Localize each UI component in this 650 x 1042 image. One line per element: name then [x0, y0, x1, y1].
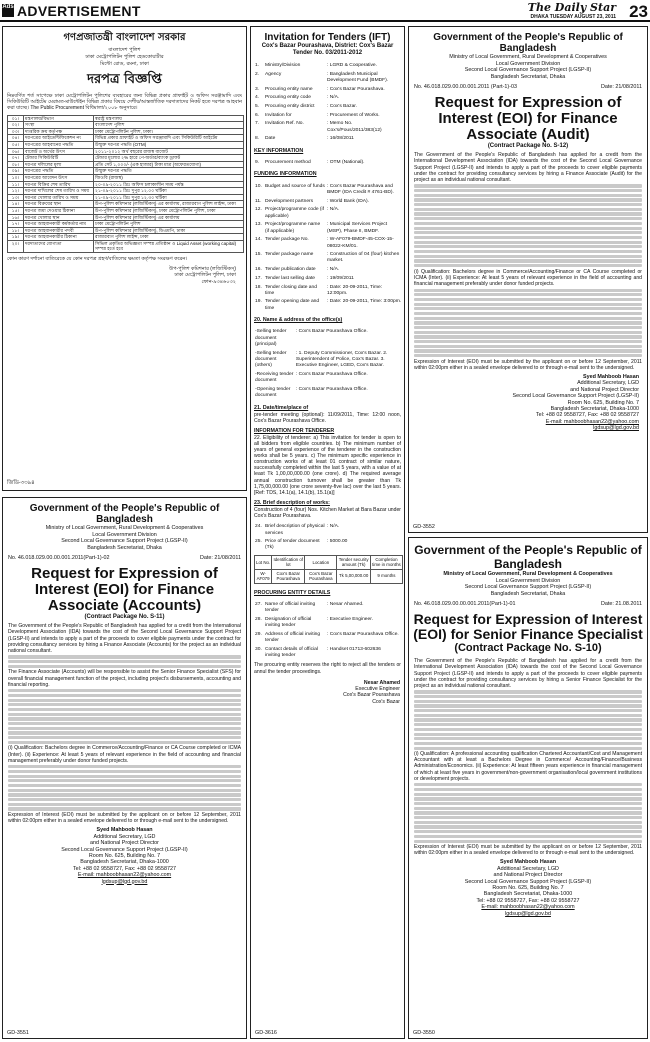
memo-number: No. 46.018.029.00.00.001.2011 (Part-1)-03 [414, 84, 517, 91]
lot-table [254, 555, 403, 584]
table-row [254, 221, 403, 236]
table-row [8, 122, 244, 129]
ad-title: Request for Expression of Interest (EOI) for Finance Associate (Accounts) [31, 565, 218, 615]
eligibility-text: 22. Eligibility of tenderer: a) This invitation for tender is open to all bidders from eligible countries. b) The minimum number of years of general experience of the tenderer in the construction works shall be 5 years. c) The minimum specific experience in construction works of at least 01 contract of similar nature, successfully completed within the last 5 years, with a value of at least Tk 1,00,00,000.00 (one crore). d) The required average annual construction turnover shall be greater than Tk 1,75,00,000.00 (one crore seventy-five lac) over the last 5 years. [Ref: TDS, 14.1(a), 14.1(b), 15.1(a)] [254, 434, 401, 496]
email-link[interactable]: lgdsup@lgd.gov.bd [505, 910, 551, 917]
table-cell: Cox's Bazar Pourashava [272, 569, 305, 583]
table-cell: : OTM (National). [327, 159, 365, 165]
brief-description: Construction of 4 (four) Nos. Kitchen Market at Bara Bazar under Cox's Bazar Pourashava. [254, 506, 401, 519]
table-cell: ২০১১-২০১২ অর্থ বছরের রাজস্ব বাজেট [94, 148, 244, 155]
email-link[interactable]: E-mail: mahboobhasan22@yahoo.com [545, 418, 639, 425]
table-row [254, 646, 403, 661]
table-cell: : 19/09/2011 [327, 275, 354, 281]
gd-number: GD-3550 [413, 1030, 435, 1036]
table-cell: ০১। [8, 115, 24, 122]
gd-number: জিডি-৩৩৯৪ [7, 480, 35, 486]
ad-title: Request for Expression of Interest (EOI) for Finance Associate (Audit) [434, 94, 622, 144]
table-cell: : Cox's Bazar Pourashava Office. [295, 371, 368, 377]
table-cell: Tender closing date and time [265, 284, 317, 296]
table-cell: ঢাকা মেট্রোপলিটন পুলিশ, ঢাকা। [94, 128, 244, 135]
table-cell: 9 months [370, 569, 402, 583]
table-cell: সংস্থা [24, 122, 94, 129]
table-cell: : Nesar Ahamed. [327, 601, 364, 607]
table-cell: ১১। [8, 181, 24, 188]
table-cell: -Selling tender document (others) [255, 350, 287, 369]
table-cell: দরপত্র আহবানকারীর ঠিকানা [24, 234, 94, 241]
table-cell: 30. [255, 646, 262, 652]
table-cell: -Receiving tender document [255, 371, 294, 384]
ad-ministry: Ministry of Local Government, Rural Development & Cooperatives [45, 525, 204, 531]
table-cell: Tender package No. [265, 237, 309, 243]
email-link[interactable]: lgdsup@lgd.gov.bd [101, 878, 148, 885]
contract-package: (Contract Package No. S-11) [84, 614, 165, 621]
table-cell: : Cox's Bazar. [327, 103, 358, 109]
ad-title: Invitation for Tenders (IFT) [264, 32, 391, 43]
issue-date: DHAKA TUESDAY AUGUST 23, 2011 [530, 14, 616, 20]
table-cell: : N/A. [327, 207, 340, 213]
table-cell: দরপত্রের আইডেন্টিফিকেশন নং [24, 135, 94, 142]
email-link[interactable]: E-mail: mahboobhasan22@yahoo.com [77, 872, 172, 879]
ad-ministry: Ministry of Local Government, Rural Development & Cooperatives [449, 54, 607, 60]
table-cell: দরপত্র দাখিলের শেষ তারিখ ও সময় [24, 188, 94, 195]
table-row [8, 240, 244, 252]
table-row [8, 115, 244, 122]
table-cell: ২১-০৯-২০১১ খ্রিঃ দুপুর ১২.৩০ ঘটিকা [94, 194, 244, 201]
table-cell: Project/programme code (if applicable) [265, 207, 324, 219]
table-row [254, 159, 403, 168]
table-cell: উপ-পুলিশ কমিশনার (লজিস্টিকস্‌) এর কার্যালয়, রাজারবাগ পুলিশ লাইন্স, ঢাকা [94, 201, 244, 208]
table-cell: উন্মুক্ত দরপত্র পদ্ধতি (OTM) [94, 141, 244, 148]
ad-title: দরপত্র বিজ্ঞপ্তি [87, 72, 162, 87]
table-cell: দরপত্র খোলার স্থান [24, 214, 94, 221]
table-cell: ১২। [8, 188, 24, 195]
eoi-ad-s12 [408, 26, 648, 533]
table-cell: ১৫। [8, 207, 24, 214]
table-cell: দাপ্তরিক ক্রয় কর্তৃপক্ষ [24, 128, 94, 135]
table-cell: : Date: 20-09-2011, Time: 12:00pm. [327, 284, 383, 296]
table-cell: 16. [255, 267, 262, 273]
table-cell: W-AF079 [255, 569, 272, 583]
table-row [254, 197, 403, 206]
table-cell: 29. [255, 631, 262, 637]
table-cell: ০৯। [8, 168, 24, 175]
table-cell: 9. [255, 159, 260, 165]
table-cell: 3. [255, 86, 260, 92]
tender-number: Tender No. 03/2011-2012 [292, 50, 363, 57]
table-cell: Contact details of official inviting tender [265, 646, 318, 658]
ift-details-table [254, 62, 403, 144]
table-cell: দরপত্র বিক্রির শেষ তারিখ [24, 181, 94, 188]
table-cell: Project/programme name (if applicable) [265, 222, 321, 234]
table-row [254, 94, 403, 103]
table-cell: দরপত্র দলিলের মূল্য [24, 161, 94, 168]
contract-package: (Contract Package No. S-10) [454, 642, 602, 655]
table-cell: : Cox's Bazar Pourashava Office. [327, 631, 399, 637]
section-heading: 21. Date/time/place of [254, 404, 309, 411]
table-cell: প্রতি সেট ১,০০০/- (এক হাজার) টাকা মাত্র (অফেরতযোগ্য) [94, 161, 244, 168]
table-cell: : Construction of 04 (four) kitchen market. [327, 252, 400, 264]
ad-project: Second Local Governance Support Project (LGSP-II) [61, 538, 188, 545]
table-cell: 11. [255, 198, 262, 204]
table-cell: 25. [255, 539, 262, 545]
table-cell: দরপত্র বিক্রয়ের স্থান [24, 201, 94, 208]
table-row [254, 182, 403, 197]
table-cell: Brief description of physical services [265, 524, 325, 536]
section-heading: 23. Brief description of works: [254, 499, 330, 506]
table-cell: Invitation Ref. No. [265, 121, 304, 127]
table-cell: Address of official inviting tender [265, 631, 321, 644]
table-row [254, 85, 403, 94]
table-cell: 4. [255, 95, 260, 101]
memo-number: No. 46.018.029.00.00.001.2011(Part-1)-01 [414, 601, 516, 608]
ad-signature: Syed Mahboob Hasan Additional Secretary, LGD and National Project Director Second Local Governance Support Project (LGSP-II) Room No. 625, Building No. 7 Bangladesh Secretariat, Dhaka-1000 Tel: +88 02 9558727, Fax: +88 02 9558727 E-mail: mahboobhasan22@yahoo.com lgdsup@lgd.gov.bd [3, 827, 246, 885]
ad-body: The Government of the People's Republic of Bangladesh has applied for a credit from the International Development Association (IDA) towards the cost of the Second Local Governance Support Project (LGSP-II) and intends to apply a part of the proceeds to cover eligible payments under the contract for providing consultancy services by hiring a Finance Associate (Accounts) for the project as an individual national consultant. The Finance Associate (Accounts) will be responsible to assist the Senior Finance Specialist (SFS) for overall financial management function of the project, including project's disbursements, accounting and financial reporting. (i) Qualification: Bachelors degree in Commerce/Accounting/Finance or CA Course completed or ICMA (Inter). (ii) Experience: At least 5 years of relevant experience in the field of accounting and financial management preferably under donor funded projects. Expression of Interest (EOI) must be submitted by the applicant on or before 12 September, 2011 within 02:00pm either in a sealed envelope delivered to or through e-mail sent to the undersigned. [8, 623, 241, 825]
table-row [254, 236, 403, 251]
table-row [8, 214, 244, 221]
table-cell: ১৭। [8, 221, 24, 228]
table-cell: 15. [255, 252, 262, 258]
ad-signature: Syed Mahboob Hasan Additional Secretary, LGD and National Project Director Second Local Governance Support Project (LGSP-II) Room No. 625, Building No. 7 Bangladesh Secretariat, Dhaka-1000 Tel: +88 02 9558727, Fax: +88 02 9558727 E-mail: mahboobhasan22@yahoo.com lgdsup@lgd.gov.bd [409, 374, 647, 432]
table-row [8, 221, 244, 228]
ad-project: Second Local Governance Support Project (LGSP-II) [464, 584, 592, 591]
table-cell: -Selling tender document (principal) [255, 329, 287, 348]
memo-date: Date: 21.08.2011 [601, 601, 642, 608]
ad-division: Local Government Division [495, 577, 561, 584]
ad-footer-note: কোন কারণ দর্শানো ব্যতিরেকে যে কোন দরপত্র গ্রহণ/বাতিলের ক্ষমতা কর্তৃপক্ষ সংরক্ষণ করেন। [7, 256, 188, 263]
table-cell: দরপত্রের আহবানের পদ্ধতি [24, 141, 94, 148]
table-cell: Tender security amount (Tk) [338, 556, 369, 568]
ad-government-title: Government of the People's Republic of Bangladesh [29, 503, 220, 525]
table-cell: Procurement method [265, 159, 311, 165]
table-row [8, 201, 244, 208]
table-cell: : N/A. [327, 524, 340, 530]
table-cell: উপ-পুলিশ কমিশনার (লজিস্টিকস্‌) এর কার্যালয় [94, 214, 244, 221]
table-cell: স্বরাষ্ট্র মন্ত্রণালয় [94, 115, 244, 122]
table-cell: Designation of official inviting tender [265, 616, 312, 629]
contract-package: (Contract Package No. S-12) [487, 143, 569, 150]
table-cell: : Date: 20-09-2011, Time: 3:00pm. [327, 299, 402, 305]
gd-number: GD-3551 [7, 1030, 29, 1036]
ad-ministry: Ministry of Local Government, Rural Development & Cooperatives [443, 571, 613, 577]
table-row [254, 616, 403, 631]
table-cell: ১৩। [8, 194, 24, 201]
table-cell: ২০। [8, 240, 24, 252]
table-cell: বাংলাদেশ পুলিশ [94, 122, 244, 129]
table-cell: : Municipal Services Project (MSP), Phase II, BMDF. [327, 222, 388, 234]
ad-signature: Nesar Ahamed Executive Engineer Cox's Bazar Pourashava Cox's Bazar [343, 679, 400, 705]
table-cell: : LGRD & Cooperative. [327, 63, 378, 68]
table-cell: ১৮। [8, 227, 24, 234]
email-link[interactable]: lgdsup@lgd.gov.bd [593, 425, 639, 432]
table-cell: ০৩। [8, 128, 24, 135]
table-row [254, 120, 403, 135]
table-row [254, 103, 403, 112]
table-cell: Agency [265, 71, 282, 77]
table-cell: ০৮। [8, 161, 24, 168]
ift-ad [250, 26, 405, 1039]
table-cell: সিভিল প্রকৃতির অভিজ্ঞতা সম্পন্ন প্রতিষ্ঠান ও Liquid Asset (working capital) সম্পন্ন হতে হবে [94, 240, 244, 252]
table-row [254, 275, 403, 284]
page-masthead [0, 0, 650, 22]
table-cell: ২১-০৯-২০১১ খ্রিঃ দুপুর ১২.০০ ঘটিকা [94, 188, 244, 195]
table-row [254, 371, 403, 386]
ad-address: Bangladesh Secretariat, Dhaka [490, 73, 566, 80]
table-cell: Ministry/Division [265, 63, 301, 68]
table-row [254, 601, 403, 616]
table-cell: টেন্ডার মূল্যের ২% হারে পে-অর্ডার/ব্যাংক ড্রাফট [94, 155, 244, 162]
newspaper-name: The Daily Star [527, 1, 616, 14]
memo-date: Date: 21/08/2011 [200, 555, 241, 562]
table-row [8, 174, 244, 181]
table-cell: : Cox's Bazar Pourashava. [327, 86, 385, 92]
table-cell: : W-AF079-BMDF-45-COX-15-08022-KM/01. [327, 237, 394, 249]
ad-intro: নিম্নবর্ণিত শর্ত সাপেক্ষে ঢাকা মেট্রোপলিটন পুলিশের ব্যবহারের জন্য বিভিন্ন প্রকার গ্রাফাইট ও অফিস সরঞ্জামাদি এবং সিকিউরিটি আইটেম মেরামত-মাউন্টেইন বিভিন্ন প্রকার বিষয়ে দেশীয়/আন্তর্জাতিক দরদাতাদের নিকট হতে দরপত্র আহবান করা যাচ্ছে। The Public Procurement বিধিমালা/২০০৮ অনুসারে। [7, 93, 242, 112]
table-cell: 7. [255, 121, 260, 127]
table-cell: দরদাতাদের যোগ্যতা [24, 240, 94, 252]
table-cell: 8. [255, 136, 260, 142]
gd-number: GD-3616 [255, 1030, 277, 1036]
table-cell: : Memo No. Cox's/Pous/2011/383(12) [327, 121, 382, 133]
table-cell: 24. [255, 524, 262, 530]
table-cell: দরপত্র আহবানকারীর পদবী [24, 227, 94, 234]
table-cell: 5. [255, 103, 260, 109]
table-cell: Procuring entity code [265, 95, 311, 101]
table-row [254, 386, 403, 401]
table-cell: -Opening tender document [255, 386, 291, 399]
memo-number: No. 46.018.029.00.00.001.2011(Part-1)-02 [8, 555, 110, 562]
table-cell: দরপত্র খোলার তারিখ ও সময় [24, 194, 94, 201]
table-cell: ১০। [8, 174, 24, 181]
ad-government-title: Government of the People's Republic of Bangladesh [433, 32, 623, 54]
table-cell: দরপত্রের পদ্ধতি [24, 168, 94, 175]
eoi-ad-s11 [2, 497, 247, 1039]
table-cell: 13. [255, 222, 262, 228]
table-cell: : 16/08/2011 [327, 136, 354, 142]
table-row [254, 206, 403, 221]
table-cell: Lot No. [255, 555, 272, 569]
table-cell: মন্ত্রণালয়/বিভাগ [24, 115, 94, 122]
memo-date: Date: 21/08/2011 [601, 84, 642, 91]
table-cell: উপ-পুলিশ কমিশনার (লজিস্টিকস্‌), ঢাকা মেট্রোপলিটন পুলিশ, ঢাকা [94, 207, 244, 214]
table-cell: 1. [255, 63, 260, 68]
ad-address: Bangladesh Secretariat, Dhaka [87, 544, 162, 551]
ad-subheading: মিন্টো রোড, রমনা, ঢাকা [100, 61, 149, 67]
ad-government-title: Government of the People's Republic of Bangladesh [414, 543, 642, 571]
table-cell: 28. [255, 616, 262, 622]
table-cell: Completion time in months [372, 556, 401, 568]
ad-division: Local Government Division [495, 60, 561, 67]
table-row [8, 194, 244, 201]
table-cell: ১৬। [8, 214, 24, 221]
section-heading: INFORMATION FOR TENDERER [254, 427, 335, 434]
table-row [254, 111, 403, 120]
table-cell: Procuring entity district [265, 103, 315, 109]
table-row [254, 538, 403, 553]
table-row [254, 283, 403, 298]
ad-subtitle: Cox's Bazar Pourashava, District: Cox's Bazar [261, 43, 394, 49]
table-cell: Location [305, 555, 337, 569]
table-cell: দরপত্র জমা দেওয়ার ঠিকানা [24, 207, 94, 214]
ad-project: Second Local Governance Support Project (LGSP-II) [464, 67, 592, 74]
table-cell: জিওবি (রাজস্ব) [94, 174, 244, 181]
table-cell: Tender opening date and time [265, 299, 320, 311]
table-cell: : Bangladesh Municipal Development Fund (BMDF). [327, 71, 389, 83]
table-row [254, 350, 403, 371]
table-cell: 10. [255, 183, 262, 189]
table-cell: ০৭। [8, 155, 24, 162]
table-cell: ঢাকা মেট্রোপলিটন পুলিশ [94, 221, 244, 228]
table-cell: টেন্ডার সিকিউরিটি [24, 155, 94, 162]
ad-title: Request for Expression of Interest (EOI) for Senior Finance Specialist [413, 611, 643, 643]
table-cell: Development partners [265, 198, 314, 204]
table-row [8, 181, 244, 188]
table-cell: উন্মুক্ত দরপত্র পদ্ধতি [94, 168, 244, 175]
table-cell: Price of tender document (Tk) [265, 539, 320, 551]
section-heading: PROCURING ENTITY DETAILS [254, 589, 331, 596]
table-cell: Tender package name [265, 252, 314, 258]
table-row [254, 523, 403, 538]
ad-division: Local Government Division [92, 531, 157, 538]
table-cell: ০৪। [8, 135, 24, 142]
table-cell: রাজারবাগ পুলিশ লাইন্স, ঢাকা [94, 234, 244, 241]
table-row [8, 161, 244, 168]
table-row [254, 298, 403, 313]
ad-subheading: বাংলাদেশ পুলিশ [108, 47, 141, 53]
table-cell: : Cox's Bazar Pourashava and BMDF (IDA Credit # 4761-BD). [327, 183, 394, 195]
section-title: ADVERTISEMENT [17, 3, 141, 19]
table-cell: : Executive Engineer. [327, 616, 373, 622]
table-cell: : N/A. [327, 267, 340, 273]
table-cell: : World Bank (IDA). [327, 198, 370, 204]
table-row [8, 148, 244, 155]
table-cell: ০৫। [8, 141, 24, 148]
table-row [8, 234, 244, 241]
table-cell: 12. [255, 207, 262, 213]
table-cell: 14. [255, 237, 262, 243]
table-cell: 17. [255, 275, 262, 281]
table-cell: ১৯। [8, 234, 24, 241]
ad-body: The Government of the People's Republic of Bangladesh has applied for a credit from the International Development Association (IDA) towards the cost of the Second Local Governance Support Project (LGSP-II) and intends to apply a part of the proceeds to cover eligible payments under the contract for providing consultancy services by hiring a Finance Associate (Audit) for the project as an individual national consultant. (i) Qualification: Bachelors degree in Commerce/Accounting/Finance or CA Course completed or ICMA (Inter). (ii) Experience: At least 5 years of relevant experience in the field of accounting and financial management preferably under donor funded projects. Expression of Interest (EOI) must be submitted by the applicant on or before 12 September, 2011 within 02:00pm either in a sealed envelope delivered to or through e-mail sent to the undersigned. [414, 152, 642, 371]
table-row [8, 141, 244, 148]
table-row [254, 328, 403, 349]
table-cell: : N/A. [327, 95, 340, 101]
ad-subheading: ঢাকা মেট্রোপলিটন পুলিশ হেডকোয়ার্টার [85, 54, 164, 60]
closing-note: The procuring entity reserves the right to reject all the tenders or annul the tender proceedings. [254, 662, 401, 675]
tender-details-table [7, 115, 244, 253]
table-cell: Tender last selling date [265, 275, 316, 281]
table-cell: : 5000.00 [327, 539, 348, 545]
table-cell: : Cox's Bazar Pourashava Office. [295, 329, 368, 335]
table-cell: ১৪। [8, 201, 24, 208]
table-cell: বিভিন্ন প্রকার গ্রাফাইট ও অফিস সরঞ্জামাদি এবং সিকিউরিটি আইটেম [94, 135, 244, 142]
section-heading: KEY INFORMATION [254, 147, 304, 154]
ad-signature: Syed Mahboob Hasan Additional Secretary, LGD and National Project Director Second Local Governance Support Project (LGSP-II) Room No. 625, Building No. 7 Bangladesh Secretariat, Dhaka-1000 Tel: +88 02 9558727, Fax: +88 02 9558727 E-mail: mahboobhasan22@yahoo.com lgdsup@lgd.gov.bd [409, 859, 647, 917]
table-cell: Cox's Bazar Pourashava [305, 569, 337, 583]
ad-address: Bangladesh Secretariat, Dhaka [490, 590, 566, 597]
table-row [8, 128, 244, 135]
table-cell: দরপত্রের আবেদন উৎস [24, 174, 94, 181]
prebid-info: pre-tender meeting (optional): 11/09/2011, Time: 12:00 noon, Cox's Bazar Pourashava Office. [254, 411, 401, 424]
table-cell: Name of official inviting tender [265, 601, 316, 614]
table-cell: 18. [255, 284, 262, 290]
table-row [8, 168, 244, 175]
table-cell: উপ-পুলিশ কমিশনার (লজিস্টিকস্‌), ডিএমপি, ঢাকা [94, 227, 244, 234]
section-heading: 20. Name & address of the office(s) [254, 317, 343, 324]
table-cell: 2. [255, 71, 260, 77]
table-row [254, 631, 403, 646]
table-cell: দরপত্র আহবানকারী কর্মকর্তার নাম [24, 221, 94, 228]
table-cell: ০৬। [8, 148, 24, 155]
table-cell: Tk 5,00,000.00 [337, 569, 370, 583]
table-cell: Invitation for [265, 112, 292, 118]
table-row [8, 227, 244, 234]
ad-signature: উপ-পুলিশ কমিশনার (লজিস্টিকস্‌) ঢাকা মেট্রোপলিটন পুলিশ, ঢাকা ফোন-৯৩৪৬০৩২ [169, 265, 236, 285]
ad-body: The Government of the People's Republic of Bangladesh has applied for a credit from the International Development Association (IDA) towards the cost of the Second Local Governance Support Project (LGSP-II) and intends to apply a part of the proceeds to cover eligible payments under the contract for providing consultancy services by hiring a Senior Finance Specialist for the project as an individual national consultant. (i) Qualification: A professional accounting qualification Chartered Accountant/Cost and Management Accountant with at least a Bachelors Degree in Commerce/ Accounting/Finance/Business Administration/Economics. (ii) Experience: At least fifteen years experience in financial management of which at least five years in government/non-government organisation/local government institutions or development projects. Expression of Interest (EOI) must be submitted by the applicant on or before 12 September, 2011 within 02:00pm either in a sealed envelope delivered to or through e-mail sent to the undersigned. [414, 658, 642, 857]
table-cell: ২০-০৯-২০১১ খ্রিঃ অফিস চলাকালীন সময় পর্যন্ত [94, 181, 244, 188]
page-number: 23 [629, 2, 648, 21]
table-row [8, 135, 244, 142]
table-row [254, 62, 403, 71]
table-row [254, 266, 403, 275]
table-cell: Tender publication date [265, 267, 316, 273]
section-heading: FUNDING INFORMATION [254, 171, 317, 178]
table-row [8, 188, 244, 195]
table-cell: Budget and source of funds [265, 183, 325, 189]
table-row [8, 155, 244, 162]
table-row [254, 135, 403, 144]
table-row [254, 251, 403, 266]
table-cell: : 1. Deputy Commissioner, Cox's Bazar. 2. Superintendent of Police, Cox's Bazar. 3. Executive Engineer, LGED, Cox's Bazar. [295, 350, 388, 369]
gd-number: GD-3552 [413, 524, 435, 530]
section-badge: Ads [2, 4, 14, 17]
table-cell: : Handset 01713-602636 [327, 646, 381, 652]
table-cell: Date [265, 136, 276, 142]
table-cell: Procuring entity name [265, 86, 313, 92]
table-cell: 27. [255, 601, 262, 607]
eoi-ad-s10 [408, 537, 648, 1039]
bangla-tender-ad [2, 26, 247, 491]
ad-government-title: গণপ্রজাতন্ত্রী বাংলাদেশ সরকার [63, 32, 186, 43]
table-cell: 19. [255, 299, 262, 305]
table-cell: বাজেট ও অর্থের উৎস [24, 148, 94, 155]
table-cell: ০২। [8, 122, 24, 129]
table-cell: 6. [255, 112, 260, 118]
table-cell: : Cox's Bazar Pourashava Office. [295, 386, 368, 392]
table-cell: : Procurement of Works. [327, 112, 380, 118]
table-row [8, 207, 244, 214]
table-row [254, 70, 403, 85]
table-cell: Identification of lot [273, 556, 304, 568]
email-link[interactable]: E-mail: mahboobhasan22@yahoo.com [481, 904, 575, 911]
